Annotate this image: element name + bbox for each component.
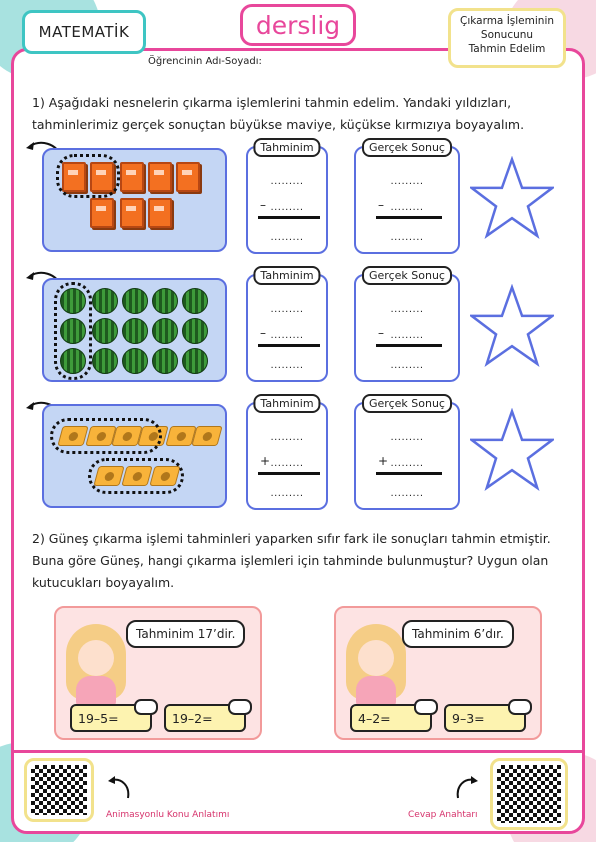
curved-arrow-icon bbox=[104, 772, 134, 802]
speech-bubble: Tahminim 17’dir. bbox=[126, 620, 245, 648]
estimate-box[interactable] bbox=[246, 397, 328, 510]
book-icon bbox=[90, 198, 114, 228]
watermelon-icon bbox=[92, 348, 118, 374]
derslig-logo: derslig bbox=[240, 4, 356, 46]
answer-checkbox[interactable] bbox=[228, 699, 252, 715]
answer-checkbox[interactable] bbox=[508, 699, 532, 715]
topic-title bbox=[448, 8, 566, 68]
topic-line: Çıkarma İşleminin bbox=[459, 15, 555, 27]
result-line bbox=[376, 472, 442, 475]
actual-blank[interactable]: ......... bbox=[390, 330, 424, 341]
option-expression: 9–3= bbox=[452, 711, 485, 726]
topic-line: Sonucunu bbox=[480, 29, 534, 41]
result-line bbox=[376, 344, 442, 347]
actual-result-box[interactable] bbox=[354, 269, 460, 382]
actual-blank[interactable]: ......... bbox=[390, 176, 424, 187]
option-expression: 19–5= bbox=[78, 711, 119, 726]
question-2-text: 2) Güneş çıkarma işlemi tahminleri yaparken sıfır fark ile sonuçları tahmin etmiştir. Buna göre Güneş, hangi çıkarma işlemleri için tahminde bulunmuştur? Uygun olan kutucukları boyayalım. bbox=[32, 531, 551, 590]
estimate-result-blank[interactable]: ......... bbox=[270, 360, 304, 371]
speech-bubble: Tahminim 6’dır. bbox=[402, 620, 514, 648]
option-box[interactable] bbox=[164, 704, 246, 732]
estimate-result-blank[interactable]: ......... bbox=[270, 488, 304, 499]
option-expression: 4–2= bbox=[358, 711, 391, 726]
operator-sign: – bbox=[260, 326, 266, 340]
qr-code-answer-key[interactable] bbox=[490, 758, 568, 830]
actual-blank[interactable]: ......... bbox=[390, 458, 424, 469]
dotted-selection-ring bbox=[56, 154, 120, 198]
answer-checkbox[interactable] bbox=[414, 699, 438, 715]
operator-sign: + bbox=[378, 454, 389, 468]
student-name-label: Öğrencinin Adı-Soyadı: bbox=[148, 56, 262, 67]
watermelon-icon bbox=[152, 318, 178, 344]
star-icon[interactable] bbox=[470, 156, 554, 240]
estimate-blank[interactable]: ......... bbox=[270, 330, 304, 341]
picture-box-watermelons bbox=[42, 278, 227, 382]
option-box[interactable] bbox=[444, 704, 526, 732]
option-box[interactable] bbox=[70, 704, 152, 732]
actual-result-blank[interactable]: ......... bbox=[390, 360, 424, 371]
result-line bbox=[258, 472, 320, 475]
watermelon-icon bbox=[122, 348, 148, 374]
question-1-text: 1) Aşağıdaki nesnelerin çıkarma işlemlerini tahmin edelim. Yandaki yıldızları, tahminlerimiz gerçek sonuçtan büyükse maviye, küçükse kırmızıya boyayalım. bbox=[32, 95, 525, 132]
qr-code-animation[interactable] bbox=[24, 758, 94, 822]
picture-box-books bbox=[42, 148, 227, 252]
option-expression: 19–2= bbox=[172, 711, 213, 726]
book-icon bbox=[148, 162, 172, 192]
watermelon-icon bbox=[152, 288, 178, 314]
picture-box-sharpeners bbox=[42, 404, 227, 508]
actual-blank[interactable]: ......... bbox=[390, 202, 424, 213]
actual-blank[interactable]: ......... bbox=[390, 304, 424, 315]
dotted-selection-ring bbox=[88, 458, 184, 494]
dotted-selection-ring bbox=[50, 418, 162, 454]
dotted-selection-ring bbox=[54, 282, 92, 380]
footer-left-label: Animasyonlu Konu Anlatımı bbox=[106, 810, 230, 820]
estimate-blank[interactable]: ......... bbox=[270, 202, 304, 213]
star-icon[interactable] bbox=[470, 408, 554, 492]
footer-divider bbox=[12, 750, 584, 753]
operator-sign: – bbox=[260, 198, 266, 212]
actual-result-title: Gerçek Sonuç bbox=[362, 138, 452, 157]
subject-title: MATEMATİK bbox=[22, 10, 146, 54]
actual-result-box[interactable] bbox=[354, 141, 460, 254]
result-line bbox=[258, 216, 320, 219]
estimate-box[interactable] bbox=[246, 141, 328, 254]
option-box[interactable] bbox=[350, 704, 432, 732]
girl-estimate-card bbox=[54, 606, 262, 740]
estimate-title: Tahminim bbox=[253, 138, 320, 157]
watermelon-icon bbox=[92, 318, 118, 344]
actual-result-title: Gerçek Sonuç bbox=[362, 394, 452, 413]
watermelon-icon bbox=[182, 348, 208, 374]
operator-sign: – bbox=[378, 198, 384, 212]
footer-right-label: Cevap Anahtarı bbox=[408, 810, 478, 820]
book-icon bbox=[120, 198, 144, 228]
watermelon-icon bbox=[152, 348, 178, 374]
operator-sign: – bbox=[378, 326, 384, 340]
result-line bbox=[376, 216, 442, 219]
actual-result-title: Gerçek Sonuç bbox=[362, 266, 452, 285]
book-icon bbox=[120, 162, 144, 192]
estimate-box[interactable] bbox=[246, 269, 328, 382]
girl-illustration bbox=[346, 624, 406, 704]
estimate-blank[interactable]: ......... bbox=[270, 458, 304, 469]
estimate-blank[interactable]: ......... bbox=[270, 432, 304, 443]
book-icon bbox=[176, 162, 200, 192]
watermelon-icon bbox=[122, 318, 148, 344]
answer-checkbox[interactable] bbox=[134, 699, 158, 715]
operator-sign: + bbox=[260, 454, 271, 468]
estimate-blank[interactable]: ......... bbox=[270, 304, 304, 315]
watermelon-icon bbox=[182, 288, 208, 314]
girl-illustration bbox=[66, 624, 126, 704]
girl-estimate-card bbox=[334, 606, 542, 740]
watermelon-icon bbox=[92, 288, 118, 314]
actual-result-box[interactable] bbox=[354, 397, 460, 510]
topic-line: Tahmin Edelim bbox=[468, 43, 546, 55]
actual-result-blank[interactable]: ......... bbox=[390, 232, 424, 243]
star-icon[interactable] bbox=[470, 284, 554, 368]
estimate-title: Tahminim bbox=[253, 266, 320, 285]
estimate-blank[interactable]: ......... bbox=[270, 176, 304, 187]
curved-arrow-icon bbox=[452, 772, 482, 802]
estimate-title: Tahminim bbox=[253, 394, 320, 413]
result-line bbox=[258, 344, 320, 347]
pencil-sharpener-icon bbox=[191, 426, 222, 446]
watermelon-icon bbox=[182, 318, 208, 344]
actual-result-blank[interactable]: ......... bbox=[390, 488, 424, 499]
estimate-result-blank[interactable]: ......... bbox=[270, 232, 304, 243]
actual-blank[interactable]: ......... bbox=[390, 432, 424, 443]
book-icon bbox=[148, 198, 172, 228]
watermelon-icon bbox=[122, 288, 148, 314]
